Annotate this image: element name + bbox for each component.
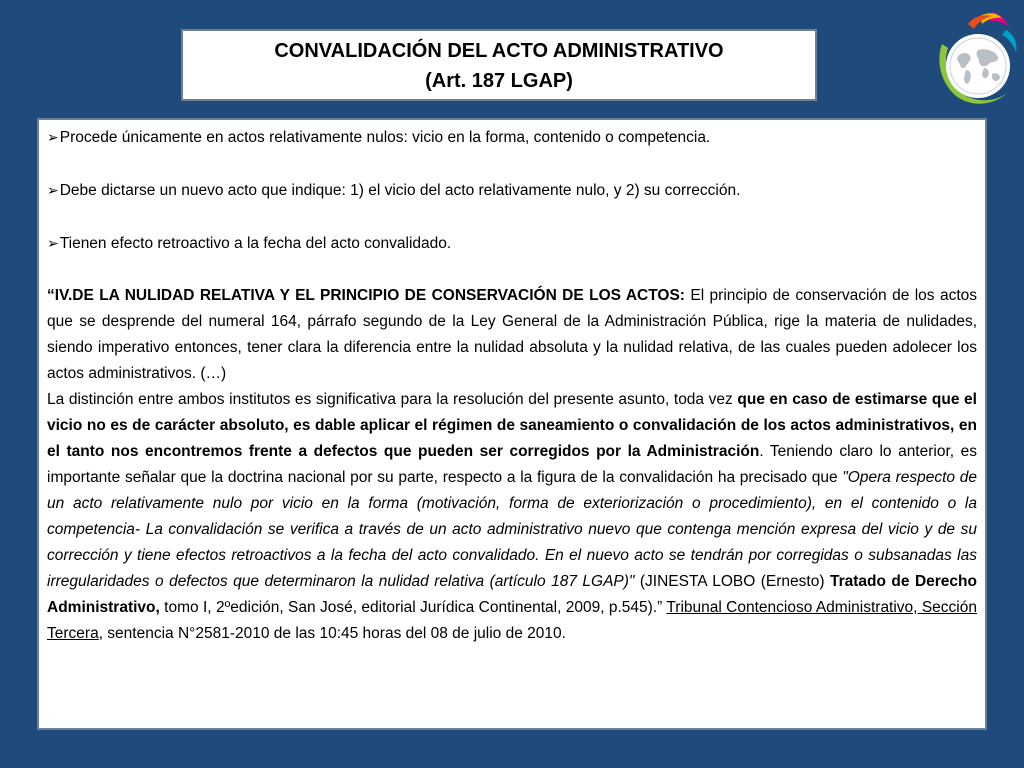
- title-line-2: (Art. 187 LGAP): [425, 70, 573, 92]
- globe-logo-icon: [922, 4, 1022, 114]
- bullet-item: ➢Debe dictarse un nuevo acto que indique: 1) el vicio del acto relativamente nulo, y 2) su corrección.: [47, 182, 741, 199]
- arrow-bullet-icon: ➢: [47, 182, 59, 198]
- content-panel: [37, 118, 987, 730]
- bullet-item: ➢Procede únicamente en actos relativamente nulos: vicio en la forma, contenido o competencia.: [47, 129, 711, 146]
- quote-heading: “IV.DE LA NULIDAD RELATIVA Y EL PRINCIPIO DE CONSERVACIÓN DE LOS ACTOS:: [47, 287, 685, 304]
- quote-paragraph-2: La distinción entre ambos institutos es significativa para la resolución del presente asunto, toda vez que en caso de estimarse que el vicio no es de carácter absoluto, es dable aplicar el régimen de saneamiento o convalidación de los actos administrativos, en el tanto nos encontremos frente a defectos que pueden ser corregidos por la Administración. Teniendo claro lo anterior, es importante señalar que la doctrina nacional por su parte, respecto a la figura de la convalidación ha precisado que "Opera respecto de un acto relativamente nulo por vicio en la forma (motivación, forma de exteriorización o procedimiento), en el contenido o la competencia- La convalidación se verifica a través de un acto administrativo nuevo que contenga mención expresa del vicio y de su corrección y tiene efectos retroactivos a la fecha del acto convalidado. En el nuevo acto se tendrán por corregidas o subsanadas las irregularidades o defectos que determinaron la nulidad relativa (artículo 187 LGAP)" (JINESTA LOBO (Ernesto) Tratado de Derecho Administrativo, tomo I, 2ºedición, San José, editorial Jurídica Continental, 2009, p.545).” Tribunal Contencioso Administrativo, Sección Tercera, sentencia N°2581-2010 de las 10:45 horas del 08 de julio de 2010.: [47, 391, 977, 642]
- quote-paragraph-1: “IV.DE LA NULIDAD RELATIVA Y EL PRINCIPIO DE CONSERVACIÓN DE LOS ACTOS: El principio de conservación de los actos que se desprende del numeral 164, párrafo segundo de la Ley General de la Administración Pública, rige la materia de nulidades, siendo imperativo entonces, tener clara la diferencia entre la nulidad absoluta y la nulidad relativa, de las cuales pueden adolecer los actos administrativos. (…): [47, 287, 977, 382]
- bullet-item: ➢Tienen efecto retroactivo a la fecha del acto convalidado.: [47, 235, 452, 252]
- doctrine-quote: "Opera respecto de un acto relativamente nulo por vicio en la forma (motivación, forma de exteriorización o procedimiento), en el contenido o la competencia- La convalidación se verifica a través de un acto administrativo nuevo que contenga mención expresa del vicio y de su corrección y tiene efectos retroactivos a la fecha del acto convalidado. En el nuevo acto se tendrán por corregidas o subsanadas las irregularidades o defectos que determinaron la nulidad relativa (artículo 187 LGAP)": [47, 469, 977, 590]
- arrow-bullet-icon: ➢: [47, 235, 59, 251]
- court-name: Tribunal Contencioso Administrativo, Sección Tercera: [47, 599, 977, 642]
- title-line-1: CONVALIDACIÓN DEL ACTO ADMINISTRATIVO: [274, 40, 724, 62]
- arrow-bullet-icon: ➢: [47, 129, 59, 145]
- book-title: Tratado de Derecho Administrativo,: [47, 573, 977, 616]
- slide-title: [181, 29, 817, 101]
